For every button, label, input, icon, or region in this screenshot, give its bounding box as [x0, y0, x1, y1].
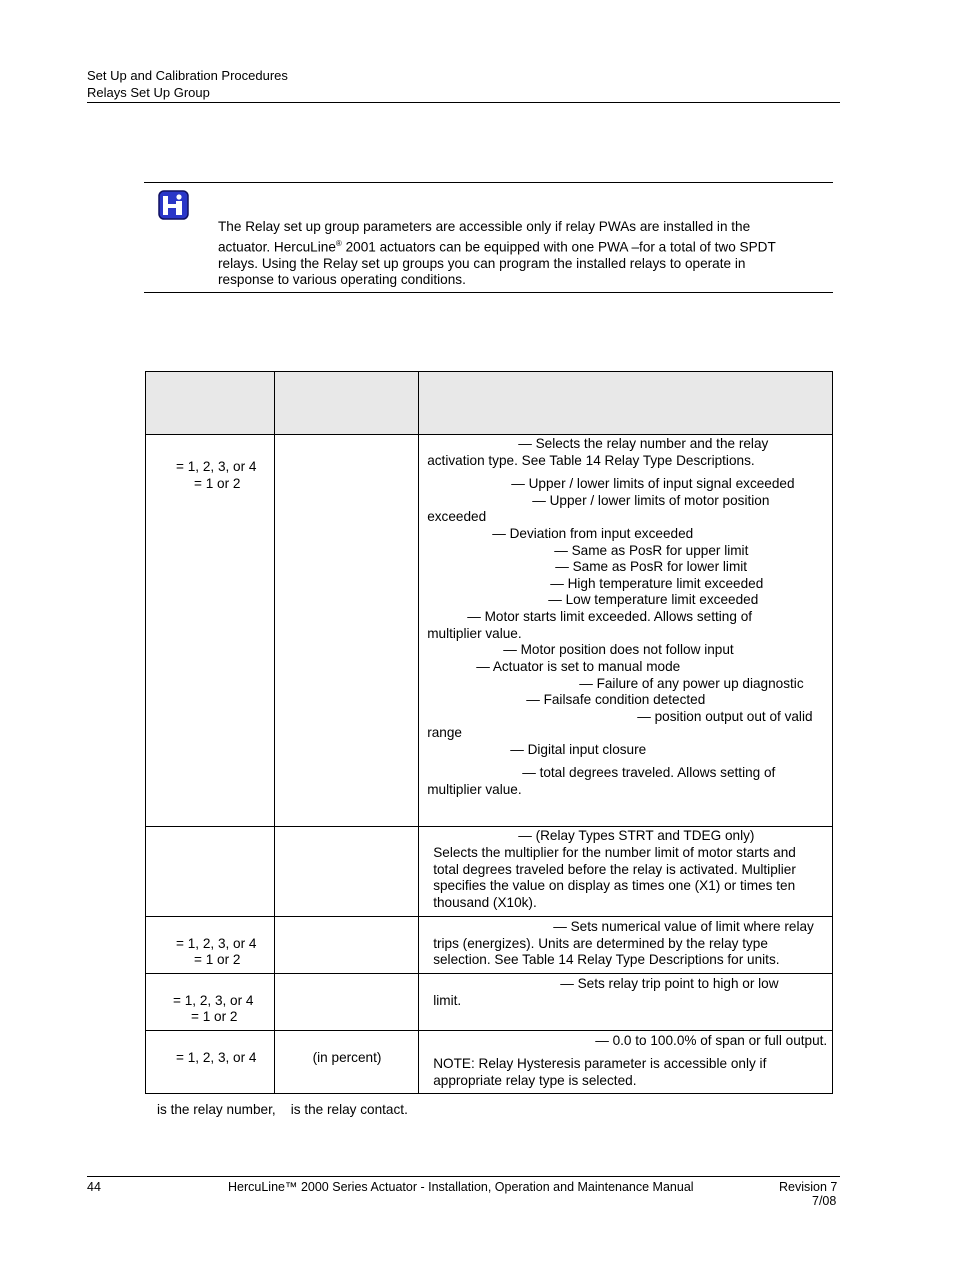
- row1-index-range: = 1, 2, 3, or 4: [176, 459, 257, 474]
- header-cell-2: [274, 372, 419, 435]
- footer-rule: [87, 1176, 840, 1177]
- row3-contact-range: = 1 or 2: [194, 952, 241, 967]
- row5-description: — 0.0 to 100.0% of span or full output. NOTE: Relay Hysteresis parameter is accessible only if appropriate relay type is selected.: [433, 1033, 828, 1088]
- row1-description: — Selects the relay number and the relay activation type. See Table 14 Relay Type Descriptions. — Upper / lower limits of input signal exceeded — Upper / lower limits of motor position exceeded — Deviation from input exceeded — Same as PosR for upper limit — Same as PosR for lower limit — High temperature limit exceeded — Low temperature limit exceeded — Motor starts limit exceeded. Allows setting of multiplier value. — Motor position does not follow input — Actuator is set to manual mode — Failure of any power up diagnostic — Failsafe condition detected — position output out of valid range — Digital input closure — total degrees traveled. Allows setting of multiplier value.: [427, 436, 813, 797]
- row5-index-range: = 1, 2, 3, or 4: [176, 1050, 257, 1065]
- row4-description: — Sets relay trip point to high or low limit.: [433, 976, 779, 1008]
- note-bottom-rule: [144, 292, 833, 293]
- note-top-rule: [144, 182, 833, 183]
- note-text: [218, 219, 828, 289]
- footer-title: HercuLine™ 2000 Series Actuator - Installation, Operation and Maintenance Manual: [228, 1180, 694, 1194]
- footer-date: 7/08: [812, 1194, 837, 1208]
- row4-contact-range: = 1 or 2: [191, 1009, 238, 1024]
- note-line-2: actuator. HercuLine® 2001 actuators can be equipped with one PWA –for a total of two SPDT: [218, 238, 776, 255]
- header-cell-1: [146, 372, 275, 435]
- note-line-1: The Relay set up group parameters are accessible only if relay PWAs are installed in the: [218, 219, 751, 234]
- row1-contact-range: = 1 or 2: [194, 476, 241, 491]
- header-cell-3: [419, 372, 833, 435]
- running-header-subsection: Relays Set Up Group: [87, 85, 210, 100]
- row3-description: — Sets numerical value of limit where relay trips (energizes). Units are determined by the relay type selection. See Table 14 Relay Type Descriptions for units.: [433, 919, 814, 967]
- note-line-3: relays. Using the Relay set up groups you can program the installed relays to operate in: [218, 255, 746, 271]
- header-rule: [87, 102, 840, 103]
- running-header-section: Set Up and Calibration Procedures: [87, 68, 288, 83]
- table-row: [146, 827, 833, 917]
- row4-index-range: = 1, 2, 3, or 4: [173, 993, 254, 1008]
- note-line-4: response to various operating conditions.: [218, 272, 466, 288]
- page-number: 44: [87, 1180, 101, 1194]
- table-footnote: is the relay number, is the relay contact.: [157, 1102, 408, 1117]
- relay-parameters-table: [145, 371, 833, 1094]
- row2-description: — (Relay Types STRT and TDEG only) Selects the multiplier for the number limit of motor starts and total degrees traveled before the relay is activated. Multiplier specifies the value on display as times one (X1) or times ten thousand (X10k).: [433, 828, 796, 910]
- table-header-row: [146, 372, 833, 435]
- footer-revision: Revision 7: [779, 1180, 838, 1194]
- table-row: [146, 1031, 833, 1094]
- table-row: [146, 974, 833, 1031]
- row3-index-range: = 1, 2, 3, or 4: [176, 936, 257, 951]
- table-row: [146, 435, 833, 827]
- row5-units: (in percent): [312, 1050, 382, 1065]
- info-icon: [158, 190, 189, 220]
- table-row: [146, 917, 833, 974]
